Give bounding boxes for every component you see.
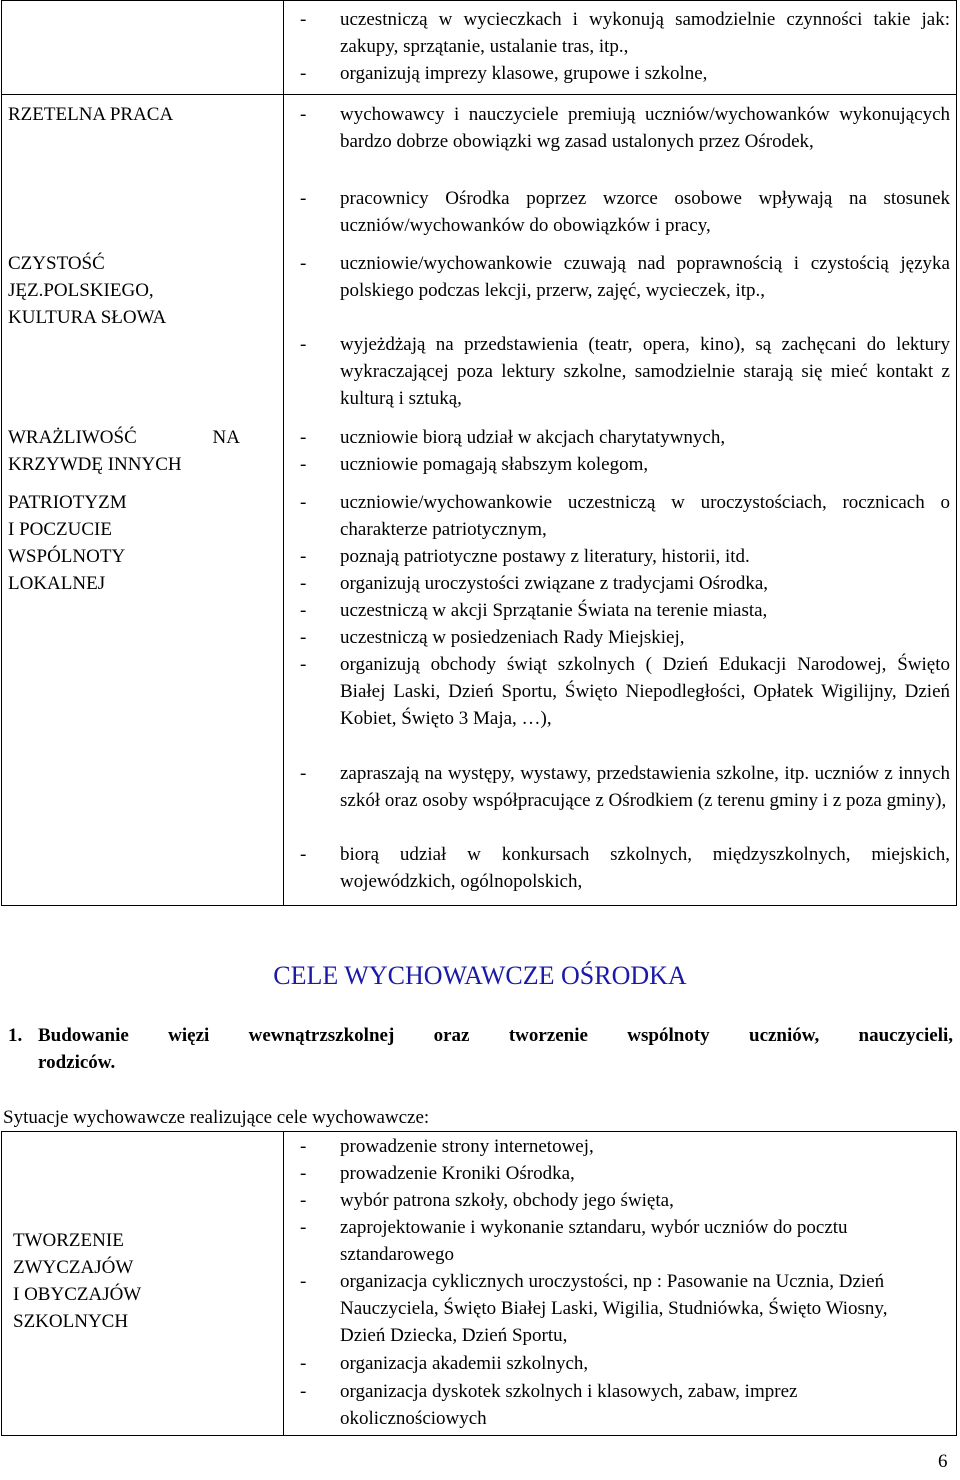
list-item: - uczniowie biorą udział w akcjach charytatywnych, [300, 424, 950, 451]
list-item: - organizują obchody świąt szkolnych ( Dzień Edukacji Narodowej, Święto Białej Laski, Dzień Sportu, Święto Niepodległości, Opłatek Wigilijny, Dzień Kobiet, Święto 3 Maja, …), [300, 651, 950, 759]
list-item-text: wychowawcy i nauczyciele premiują uczniów/wychowanków wykonujących bardzo dobrze obowiązki wg zasad ustalonych przez Ośrodek, [340, 104, 950, 152]
list-item: - uczestniczą w wycieczkach i wykonują samodzielnie czynności takie jak: zakupy, sprzątanie, ustalanie tras, itp., [300, 6, 950, 60]
list-item: - biorą udział w konkursach szkolnych, międzyszkolnych, miejskich, wojewódzkich, ogólnopolskich, [300, 841, 950, 895]
list-item: - poznają patriotyczne postawy z literatury, historii, itd. [300, 543, 950, 570]
list-item-text: organizują uroczystości związane z tradycjami Ośrodka, [340, 573, 769, 594]
situations-intro: Sytuacje wychowawcze realizujące cele wychowawcze: [3, 1107, 430, 1128]
row-label-tworzenie-zwyczajow: TWORZENIE ZWYCZAJÓW I OBYCZAJÓW SZKOLNYCH [13, 1230, 142, 1332]
list-item-text: prowadzenie strony internetowej, [340, 1136, 594, 1157]
row-label-czystosc: CZYSTOŚĆ JĘZ.POLSKIEGO, KULTURA SŁOWA [8, 253, 167, 328]
list-item: - wyjeżdżają na przedstawienia (teatr, opera, kino), są zachęcani do lektury wykraczającej poza lektury szkolne, samodzielnie starają się mieć kontakt z kulturą i sztuką, [300, 331, 950, 412]
list-item: - prowadzenie strony internetowej, [300, 1133, 950, 1160]
list-item-text: biorą udział w konkursach szkolnych, międzyszkolnych, miejskich, wojewódzkich, ogólnopolskich, [340, 844, 950, 892]
list-item-text: organizacja dyskotek szkolnych i klasowych, zabaw, imprez okolicznościowych [340, 1381, 798, 1429]
goal-number: 1. [8, 1025, 23, 1046]
list-item: - prowadzenie Kroniki Ośrodka, [300, 1160, 950, 1187]
list-item-text: uczniowie/wychowankowie czuwają nad poprawnością i czystością języka polskiego podczas lekcji, przerw, zajęć, wycieczek, itp., [340, 253, 950, 301]
list-item-text: zapraszają na występy, wystawy, przedstawienia szkolne, itp. uczniów z innych szkół oraz osoby współpracujące z Ośrodkiem (z terenu gminy i z poza gminy), [340, 763, 950, 811]
list-item: - organizują imprezy klasowe, grupowe i szkolne, [300, 60, 950, 87]
table-2-column-divider [283, 1131, 284, 1436]
list-item: - uczestniczą w posiedzeniach Rady Miejskiej, [300, 624, 950, 651]
list-item-text: uczniowie pomagają słabszym kolegom, [340, 454, 649, 475]
list-item: - pracownicy Ośrodka poprzez wzorce osobowe wpływają na stosunek uczniów/wychowanków do obowiązków i pracy, [300, 185, 950, 239]
list-item-text: poznają patriotyczne postawy z literatury, historii, itd. [340, 546, 750, 567]
list-item-text: uczestniczą w wycieczkach i wykonują samodzielnie czynności takie jak: zakupy, sprzątanie, ustalanie tras, itp., [340, 9, 950, 57]
list-item-text: wyjeżdżają na przedstawienia (teatr, opera, kino), są zachęcani do lektury wykraczającej poza lektury szkolne, samodzielnie starają się mieć kontakt z kulturą i sztuką, [340, 334, 950, 409]
list-item-text: organizacja cyklicznych uroczystości, np : Pasowanie na Ucznia, Dzień Nauczyciela, Święto Białej Laski, Wigilia, Studniówka, Święto Wiosny, Dzień Dziecka, Dzień Sportu, [340, 1271, 888, 1346]
list-item: - zapraszają na występy, wystawy, przedstawienia szkolne, itp. uczniów z innych szkół oraz osoby współpracujące z Ośrodkiem (z terenu gminy i z poza gminy), [300, 760, 950, 841]
table-1-column-divider [283, 0, 284, 906]
list-item: - organizacja akademii szkolnych, [300, 1350, 950, 1377]
row-label-wrazliwosc: WRAŻLIWOŚĆ NA KRZYWDĘ INNYCH [8, 427, 240, 475]
list-item: - zaprojektowanie i wykonanie sztandaru, wybór uczniów do pocztu sztandarowego [300, 1214, 900, 1268]
page-number: 6 [938, 1451, 948, 1472]
list-item-text: prowadzenie Kroniki Ośrodka, [340, 1163, 575, 1184]
list-item: - uczniowie pomagają słabszym kolegom, [300, 451, 950, 478]
list-item-text: uczestniczą w posiedzeniach Rady Miejskiej, [340, 627, 685, 648]
list-item: - organizują uroczystości związane z tradycjami Ośrodka, [300, 570, 950, 597]
section-heading: CELE WYCHOWAWCZE OŚRODKA [273, 961, 687, 990]
list-item: - wybór patrona szkoły, obchody jego święta, [300, 1187, 950, 1214]
list-item: - uczestniczą w akcji Sprzątanie Świata na terenie miasta, [300, 597, 950, 624]
list-item-text: zaprojektowanie i wykonanie sztandaru, wybór uczniów do pocztu sztandarowego [340, 1217, 848, 1265]
list-item-text: organizują obchody świąt szkolnych ( Dzień Edukacji Narodowej, Święto Białej Laski, Dzień Sportu, Święto Niepodległości, Opłatek Wigilijny, Dzień Kobiet, Święto 3 Maja, …), [340, 654, 950, 729]
row-label-rzetelna-praca: RZETELNA PRACA [8, 104, 174, 125]
row-label-patriotyzm: PATRIOTYZM I POCZUCIE WSPÓLNOTY LOKALNEJ [8, 492, 127, 594]
list-item-text: organizują imprezy klasowe, grupowe i szkolne, [340, 63, 708, 84]
list-item-text: wybór patrona szkoły, obchody jego święta, [340, 1190, 674, 1211]
list-item-text: uczniowie/wychowankowie uczestniczą w uroczystościach, rocznicach o charakterze patriotycznym, [340, 492, 950, 540]
list-item: - uczniowie/wychowankowie czuwają nad poprawnością i czystością języka polskiego podczas lekcji, przerw, zajęć, wycieczek, itp., [300, 250, 950, 331]
goal-1 [8, 1022, 953, 1076]
goal-text-line2: rodziców. [38, 1052, 116, 1073]
list-item-text: organizacja akademii szkolnych, [340, 1353, 589, 1374]
list-item: - wychowawcy i nauczyciele premiują uczniów/wychowanków wykonujących bardzo dobrze obowiązki wg zasad ustalonych przez Ośrodek, [300, 101, 950, 182]
list-item-text: uczestniczą w akcji Sprzątanie Świata na terenie miasta, [340, 600, 768, 621]
list-item: - uczniowie/wychowankowie uczestniczą w uroczystościach, rocznicach o charakterze patriotycznym, [300, 489, 950, 543]
goal-text-line1: Budowanie więzi wewnątrzszkolnej oraz tworzenie wspólnoty uczniów, nauczycieli, [38, 1025, 953, 1046]
list-item-text: uczniowie biorą udział w akcjach charytatywnych, [340, 427, 726, 448]
table-1-row-divider [1, 94, 957, 95]
list-item: - organizacja cyklicznych uroczystości, np : Pasowanie na Ucznia, Dzień Nauczyciela, Święto Białej Laski, Wigilia, Studniówka, Święto Wiosny, Dzień Dziecka, Dzień Sportu, [300, 1268, 900, 1349]
list-item: - organizacja dyskotek szkolnych i klasowych, zabaw, imprez okolicznościowych [300, 1378, 920, 1432]
list-item-text: pracownicy Ośrodka poprzez wzorce osobowe wpływają na stosunek uczniów/wychowanków do obowiązków i pracy, [340, 188, 950, 236]
